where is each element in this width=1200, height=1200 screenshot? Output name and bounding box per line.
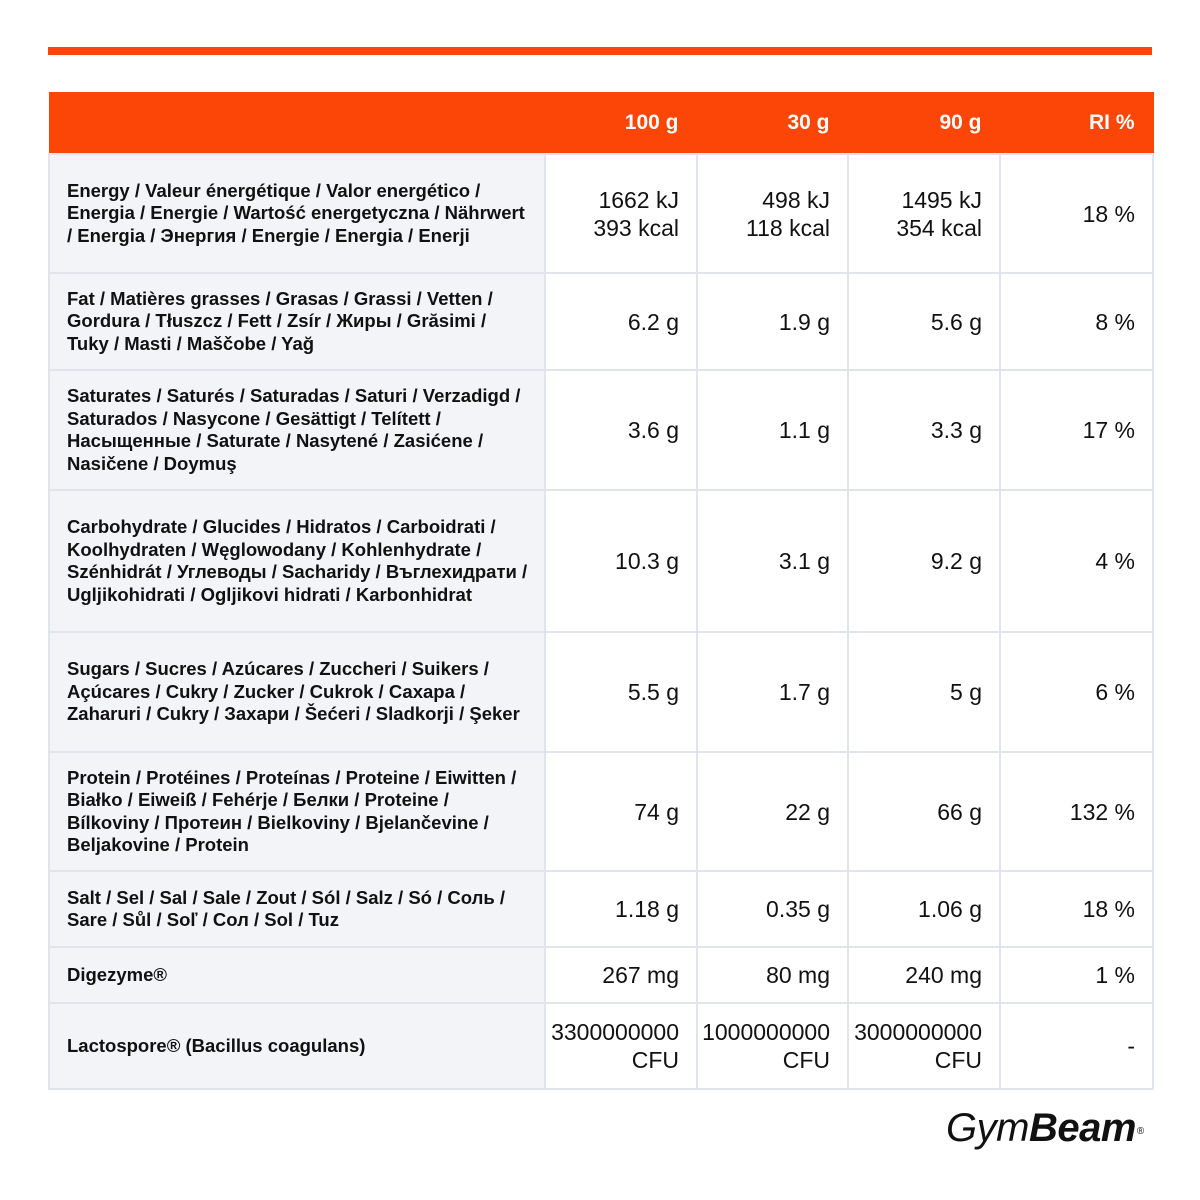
- table-row: [49, 273, 1153, 370]
- value-line: 1.1 g: [778, 417, 830, 443]
- nutrient-name: Saturates / Saturés / Saturadas / Saturi / Verzadigd / Saturados / Nasycone / Gesättigt / Telített / Насыщенные / Saturate / Nasytené / Zasićene / Nasičene / Doymuş: [49, 370, 545, 490]
- value-cell-30g: [697, 632, 848, 752]
- value-cell-90g: [848, 370, 1000, 490]
- value-cell-30g: [697, 1003, 848, 1089]
- value-cell-100g: [545, 370, 697, 490]
- value-line: 354 kcal: [896, 214, 982, 241]
- value-line: -: [1127, 1033, 1135, 1059]
- nutrient-name: Sugars / Sucres / Azúcares / Zuccheri / Suikers / Açúcares / Cukry / Zucker / Cukrok / Сахара / Zaharuri / Cukry / Захари / Šećeri / Sladkorji / Şeker: [49, 632, 545, 752]
- table-body: [49, 154, 1153, 1089]
- nutrient-name: Energy / Valeur énergétique / Valor energético / Energia / Energie / Wartość energetyczna / Nährwert / Energia / Энергия / Energie / Energia / Enerji: [49, 154, 545, 273]
- value-line: 1.9 g: [778, 308, 830, 335]
- value-cell-ri: [1000, 947, 1153, 1003]
- value-cell-30g: [697, 273, 848, 370]
- value-cell-100g: [545, 752, 697, 871]
- value-cell-ri: [1000, 1003, 1153, 1089]
- value-line: 5 g: [950, 679, 982, 705]
- value-line: 17 %: [1082, 417, 1135, 443]
- nutrient-name: Carbohydrate / Glucides / Hidratos / Carboidrati / Koolhydraten / Węglowodany / Kohlenhydrate / Szénhidrát / Углеводы / Sacharidy / Въглехидрати / Ugljikohidrati / Ogljikovi hidrati / Karbonhidrat: [49, 490, 545, 632]
- value-line: 3.3 g: [930, 417, 982, 443]
- value-line: 3.6 g: [627, 417, 679, 443]
- value-line: 18 %: [1082, 896, 1135, 922]
- value-cell-90g: [848, 632, 1000, 752]
- header-row: [49, 93, 1153, 155]
- value-cell-ri: [1000, 273, 1153, 370]
- value-cell-30g: [697, 490, 848, 632]
- value-line: 1495 kJ: [901, 186, 982, 213]
- value-line: 1 %: [1095, 962, 1135, 988]
- value-cell-100g: [545, 154, 697, 273]
- value-cell-30g: [697, 752, 848, 871]
- value-cell-90g: [848, 490, 1000, 632]
- value-line: 0.35 g: [766, 896, 830, 922]
- value-line: 18 %: [1082, 200, 1135, 227]
- value-line: 3.1 g: [778, 548, 830, 574]
- table-row: [49, 752, 1153, 871]
- value-line: 6 %: [1095, 679, 1135, 705]
- value-cell-30g: [697, 947, 848, 1003]
- value-cell-100g: [545, 947, 697, 1003]
- value-line: CFU: [631, 1047, 679, 1073]
- value-line: 1.18 g: [615, 896, 679, 922]
- nutrient-name: Protein / Protéines / Proteínas / Proteine / Eiwitten / Białko / Eiweiß / Fehérje / Белки / Proteine / Bílkoviny / Протеин / Bielkoviny / Bjelančevine / Beljakovine / Protein: [49, 752, 545, 871]
- value-cell-30g: [697, 154, 848, 273]
- nutrient-name: Fat / Matières grasses / Grasas / Grassi / Vetten / Gordura / Tłuszcz / Fett / Zsír / Жиры / Grăsimi / Tuky / Masti / Maščobe / Yağ: [49, 273, 545, 370]
- header-cell-30g: 30 g: [697, 93, 848, 155]
- table-row: [49, 1003, 1153, 1089]
- value-cell-ri: [1000, 370, 1153, 490]
- nutrition-table: [48, 92, 1154, 1090]
- value-cell-30g: [697, 370, 848, 490]
- value-line: 498 kJ: [762, 186, 830, 213]
- table-row: [49, 947, 1153, 1003]
- table-row: [49, 154, 1153, 273]
- value-cell-90g: [848, 947, 1000, 1003]
- value-line: 1000000000: [702, 1019, 830, 1045]
- value-line: CFU: [782, 1047, 830, 1073]
- value-line: 3300000000: [551, 1019, 679, 1045]
- value-cell-100g: [545, 273, 697, 370]
- value-line: 118 kcal: [746, 214, 830, 241]
- value-line: 1662 kJ: [598, 186, 679, 213]
- nutrient-name: Salt / Sel / Sal / Sale / Zout / Sól / Salz / Só / Соль / Sare / Sůl / Soľ / Сол / Sol / Tuz: [49, 871, 545, 947]
- value-line: 5.6 g: [930, 308, 982, 335]
- value-line: 74 g: [634, 798, 679, 825]
- value-line: 1.06 g: [918, 896, 982, 922]
- value-cell-100g: [545, 632, 697, 752]
- value-line: 267 mg: [602, 962, 679, 988]
- value-cell-90g: [848, 752, 1000, 871]
- value-line: 393 kcal: [593, 214, 679, 241]
- value-cell-90g: [848, 871, 1000, 947]
- value-cell-ri: [1000, 632, 1153, 752]
- value-cell-ri: [1000, 490, 1153, 632]
- nutrient-name: Digezyme®: [49, 947, 545, 1003]
- value-cell-90g: [848, 273, 1000, 370]
- value-line: 80 mg: [766, 962, 830, 988]
- value-cell-30g: [697, 871, 848, 947]
- header-cell-ri: RI %: [1000, 93, 1153, 155]
- value-cell-100g: [545, 490, 697, 632]
- table-row: [49, 370, 1153, 490]
- header-cell-90g: 90 g: [848, 93, 1000, 155]
- value-line: 10.3 g: [615, 548, 679, 574]
- value-line: 66 g: [937, 798, 982, 825]
- value-line: 132 %: [1069, 798, 1135, 825]
- table-row: [49, 871, 1153, 947]
- value-line: 5.5 g: [627, 679, 679, 705]
- top-accent-rule: [48, 47, 1152, 55]
- header-cell-label: [49, 93, 545, 155]
- value-cell-ri: [1000, 871, 1153, 947]
- nutrient-name: Lactospore® (Bacillus coagulans): [49, 1003, 545, 1089]
- value-cell-ri: [1000, 154, 1153, 273]
- gymbeam-logo: GymBeam®: [946, 1106, 1144, 1150]
- value-line: 4 %: [1095, 548, 1135, 574]
- value-line: 1.7 g: [778, 679, 830, 705]
- value-line: 8 %: [1095, 308, 1135, 335]
- value-line: CFU: [934, 1047, 982, 1073]
- value-cell-90g: [848, 1003, 1000, 1089]
- value-line: 9.2 g: [930, 548, 982, 574]
- value-cell-100g: [545, 871, 697, 947]
- value-cell-ri: [1000, 752, 1153, 871]
- value-line: 22 g: [785, 798, 830, 825]
- value-line: 6.2 g: [627, 308, 679, 335]
- value-cell-90g: [848, 154, 1000, 273]
- value-line: 3000000000: [854, 1019, 982, 1045]
- value-cell-100g: [545, 1003, 697, 1089]
- header-cell-100g: 100 g: [545, 93, 697, 155]
- value-line: 240 mg: [905, 962, 982, 988]
- table-row: [49, 490, 1153, 632]
- table-row: [49, 632, 1153, 752]
